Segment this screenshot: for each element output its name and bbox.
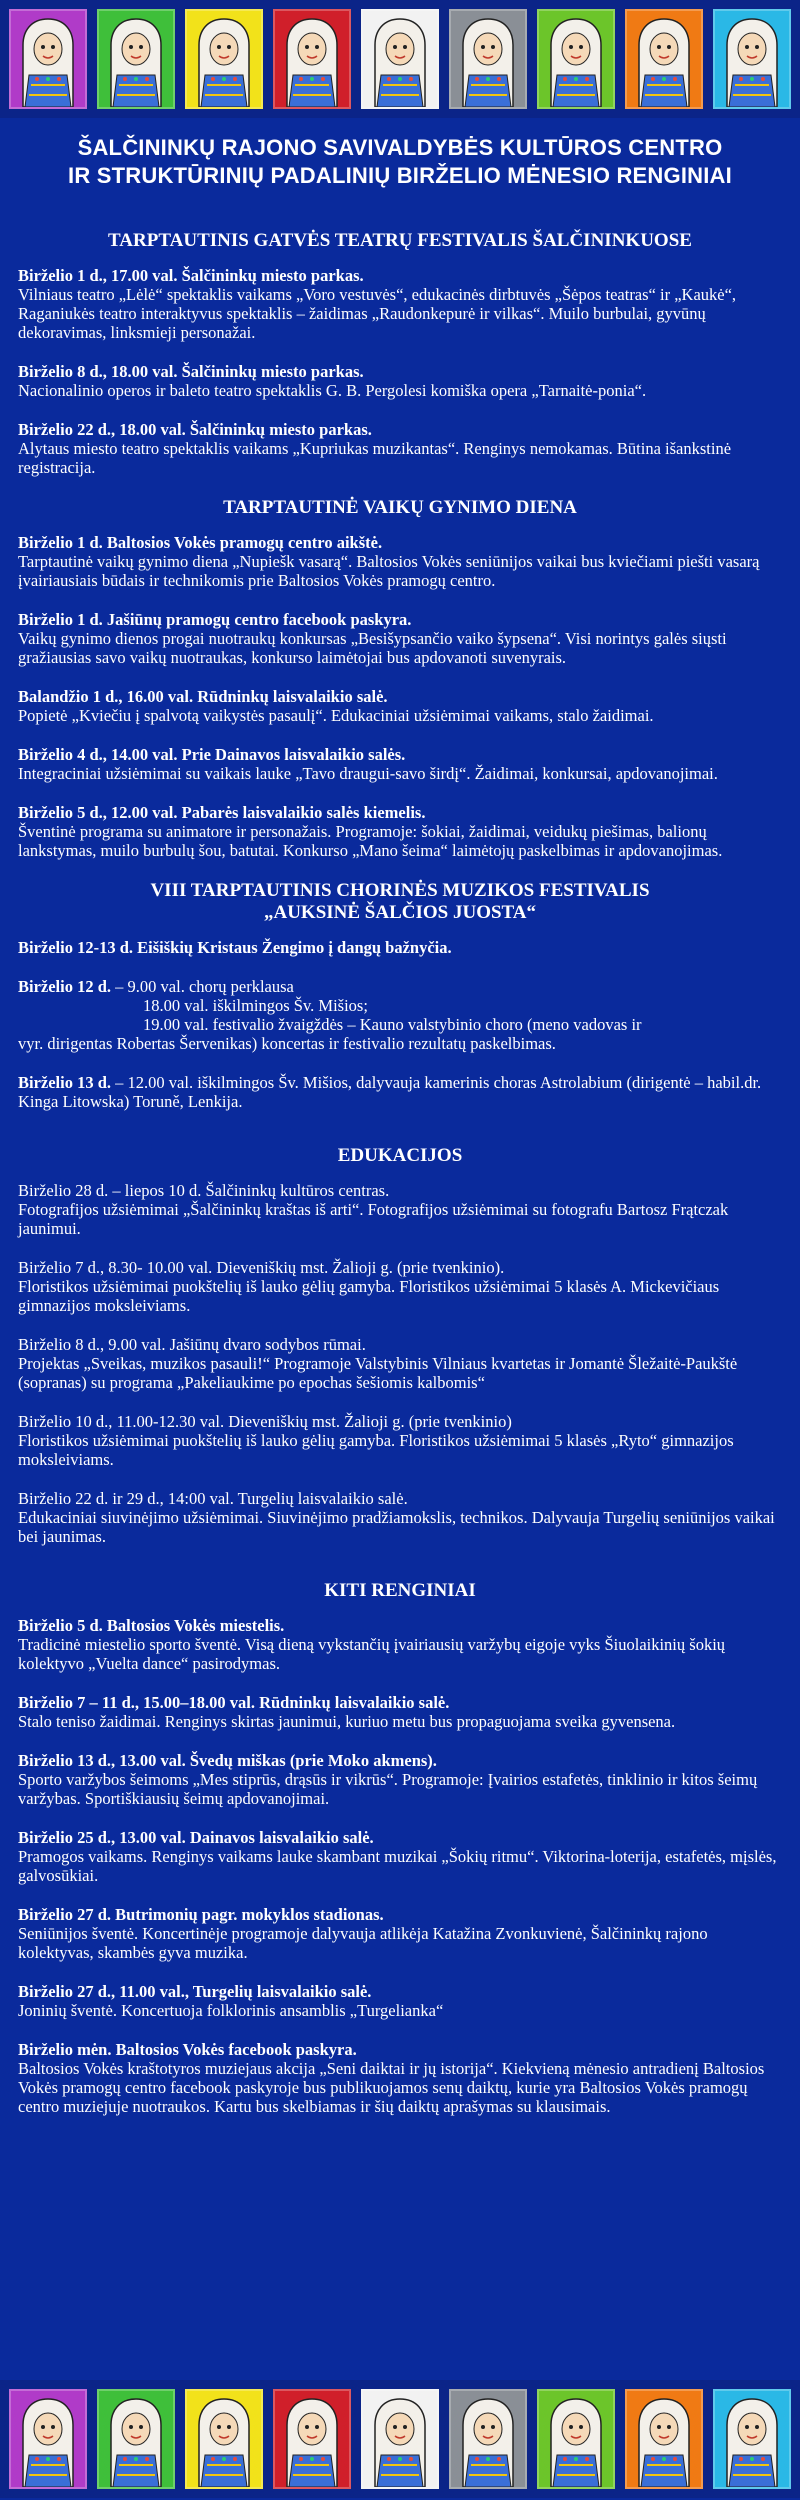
event-item [18,1181,782,1238]
event-schedule-line: 18.00 val. iškilmingos Šv. Mišios; [143,996,368,1015]
wooden-doll-icon [717,2395,787,2487]
wooden-doll-icon [541,2395,611,2487]
banner-tile [449,9,527,109]
wooden-doll-icon [189,2395,259,2487]
event-description: Šventinė programa su animatore ir personažais. Programoje: šokiai, žaidimai, veidukų piešimas, balionų lankstymas, muilo burbulų šou, batutai. Konkurso „Mano šeima“ laimėtojų paskelbimas ir apdovanojimas. [18,822,723,860]
event-description: Floristikos užsiėmimai puokštelių iš lauko gėlių gamyba. Floristikos užsiėmimai 5 klasės A. Mickevičiaus gimnazijos moksleiviams. [18,1277,720,1315]
event-heading: Birželio 1 d. Baltosios Vokės pramogų centro aikštė. [18,533,383,552]
banner-tile [185,9,263,109]
event-item [18,533,782,590]
event-item [18,1751,782,1808]
wooden-doll-icon [277,15,347,107]
banner-tile [97,2389,175,2489]
event-heading: Birželio 12-13 d. Eišiškių Kristaus Žengimo į dangų bažnyčia. [18,938,452,957]
wooden-doll-icon [629,2395,699,2487]
wooden-doll-icon [189,15,259,107]
section-education [0,1145,800,1546]
event-item [18,1616,782,1673]
section-title-line-2: „AUKSINĖ ŠALČIOS JUOSTA“ [263,902,537,923]
banner-tile [713,9,791,109]
event-item [18,1828,782,1885]
event-description: Baltosios Vokės kraštotyros muziejaus akcija „Seni daiktai ir jų istorija“. Kiekvieną mėnesio antradienį Baltosios Vokės pramogų centro facebook paskyroje bus publikuojamos senų daiktų, kurie yra Baltosios Vokės pramogų centro muziejuje nuotraukos. Kartu bus skelbiamas ir šių daiktų aprašymas su klausimais. [18,2059,765,2116]
event-description: Vilniaus teatro „Lėlė“ spektaklis vaikams „Voro vestuvės“, edukacinės dirbtuvės „Šėpos teatras“ ir „Kaukė“, Raganiukės teatro interaktyvus spektaklis – žaidimas „Raudonkepurė ir vilkas“. Muilo burbulai, gyvūnų dekoravimas, linksmieji personažai. [18,285,737,342]
event-schedule-line: 19.00 val. festivalio žvaigždės – Kauno valstybinio choro (meno vadovas ir [143,1015,642,1034]
event-item [18,1905,782,1962]
wooden-doll-icon [13,15,83,107]
wooden-doll-icon [13,2395,83,2487]
banner-tile [273,9,351,109]
event-description: Popietė „Kviečiu į spalvotą vaikystės pasaulį“. Edukaciniai užsiėmimai vaikams, stalo žaidimai. [18,706,654,725]
banner-tile [713,2389,791,2489]
event-item [18,420,782,477]
event-heading: Birželio 8 d., 9.00 val. Jašiūnų dvaro sodybos rūmai. [18,1335,366,1354]
event-description: Seniūnijos šventė. Koncertinėje programoje dalyvauja atlikėja Katažina Zvonkuvienė, Šalčininkų rajono kolektyvas, skambės gyva muzika. [18,1924,708,1962]
event-heading: Birželio 22 d., 18.00 val. Šalčininkų miesto parkas. [18,420,372,439]
banner-tile [449,2389,527,2489]
banner-tile [9,9,87,109]
banner-tile [361,9,439,109]
section-children-day [0,497,800,860]
event-description: Joninių šventė. Koncertuoja folklorinis ansamblis „Turgelianka“ [18,2001,444,2020]
event-heading: Birželio 28 d. – liepos 10 d. Šalčininkų kultūros centras. [18,1181,390,1200]
event-description: Floristikos užsiėmimai puokštelių iš lauko gėlių gamyba. Floristikos užsiėmimai 5 klasės „Ryto“ gimnazijos moksleiviams. [18,1431,734,1469]
event-heading: Birželio 10 d., 11.00-12.30 val. Dieveniškių mst. Žalioji g. (prie tvenkinio) [18,1412,512,1431]
event-heading: Birželio 27 d., 11.00 val., Turgelių laisvalaikio salė. [18,1982,372,2001]
wooden-doll-icon [365,15,435,107]
event-heading: Birželio 1 d., 17.00 val. Šalčininkų miesto parkas. [18,266,364,285]
section-choir-festival [0,880,800,1111]
event-heading: Birželio 13 d., 13.00 val. Švedų miškas (prie Moko akmens). [18,1751,437,1770]
banner-tile [625,9,703,109]
banner-tile [273,2389,351,2489]
event-heading: Birželio 1 d. Jašiūnų pramogų centro facebook paskyra. [18,610,412,629]
wooden-doll-icon [101,2395,171,2487]
event-heading: Birželio mėn. Baltosios Vokės facebook paskyra. [18,2040,357,2059]
event-item [18,1489,782,1546]
event-heading: Birželio 27 d. Butrimonių pagr. mokyklos stadionas. [18,1905,384,1924]
event-item [18,1335,782,1392]
section-other-events [0,1580,800,2116]
section-title: TARPTAUTINĖ VAIKŲ GYNIMO DIENA [223,497,577,518]
event-item [18,1693,782,1731]
bottom-banner [0,2380,800,2498]
wooden-doll-icon [277,2395,347,2487]
page-title [20,134,780,190]
event-description: Fotografijos užsiėmimai „Šalčininkų kraštas iš arti“. Fotografijos užsiėmimai su fotografu Bartosz Frątczak jaunimui. [18,1200,729,1238]
event-heading: Birželio 7 d., 8.30- 10.00 val. Dieveniškių mst. Žalioji g. (prie tvenkinio). [18,1258,505,1277]
event-schedule-line: vyr. dirigentas Robertas Šervenikas) koncertas ir festivalio rezultatų paskelbimas. [18,1034,556,1053]
event-item [18,938,782,957]
event-heading: Birželio 13 d. [18,1073,112,1092]
event-heading: Birželio 7 – 11 d., 15.00–18.00 val. Rūdninkų laisvalaikio salė. [18,1693,450,1712]
banner-tile [97,9,175,109]
event-description: Nacionalinio operos ir baleto teatro spektaklis G. B. Pergolesi komiška opera „Tarnaitė-ponia“. [18,381,647,400]
event-item [18,1412,782,1469]
wooden-doll-icon [541,15,611,107]
event-heading: Birželio 5 d., 12.00 val. Pabarės laisvalaikio salės kiemelis. [18,803,426,822]
wooden-doll-icon [365,2395,435,2487]
event-item [18,1073,782,1111]
section-title: KITI RENGINIAI [324,1580,476,1601]
wooden-doll-icon [717,15,787,107]
banner-tile [537,9,615,109]
event-item [18,610,782,667]
event-description: Stalo teniso žaidimai. Renginys skirtas jaunimui, kuriuo metu bus propaguojama sveika gyvensena. [18,1712,676,1731]
section-title: TARPTAUTINIS GATVĖS TEATRŲ FESTIVALIS ŠALČININKUOSE [108,230,692,251]
event-description: Tradicinė miestelio sporto šventė. Visą dieną vykstančių įvairiausių varžybų eigoje vyks Šiuolaikinių šokių kolektyvo „Vuelta dance“ pasirodymas. [18,1635,726,1673]
event-description: Projektas „Sveikas, muzikos pasauli!“ Programoje Valstybinis Vilniaus kvartetas ir Jomantė Šležaitė-Paukštė (sopranas) su programa „Pakeliaukime po epochas šešiomis kalbomis“ [18,1354,738,1392]
event-item [18,745,782,783]
event-description: Vaikų gynimo dienos progai nuotraukų konkursas „Besišypsančio vaiko šypsena“. Visi norintys galės siųsti gražiausias savo vaikų nuotraukas, konkurso laimėtojai bus apdovanoti suvenyrais. [18,629,727,667]
banner-tile [185,2389,263,2489]
event-description: Sporto varžybos šeimoms „Mes stiprūs, drąsūs ir vikrūs“. Programoje: Įvairios estafetės, tinklinio ir kitos šeimų varžybas. Sportiškiausių šeimų apdovanojimai. [18,1770,758,1808]
event-item [18,1258,782,1315]
section-title-line-1: VIII TARPTAUTINIS CHORINĖS MUZIKOS FESTIVALIS [150,880,650,901]
section-street-theatre [0,230,800,477]
wooden-doll-icon [629,15,699,107]
event-item [18,2040,782,2116]
event-heading: Balandžio 1 d., 16.00 val. Rūdninkų laisvalaikio salė. [18,687,388,706]
page-title-line-1: ŠALČININKŲ RAJONO SAVIVALDYBĖS KULTŪROS CENTRO [77,135,723,160]
banner-tile [9,2389,87,2489]
banner-tile [625,2389,703,2489]
banner-tile [537,2389,615,2489]
event-heading: Birželio 4 d., 14.00 val. Prie Dainavos laisvalaikio salės. [18,745,406,764]
event-item [18,977,782,1053]
event-heading: Birželio 25 d., 13.00 val. Dainavos laisvalaikio salė. [18,1828,374,1847]
event-description: Alytaus miesto teatro spektaklis vaikams „Kupriukas muzikantas“. Renginys nemokamas. Būtina išankstinė registracija. [18,439,732,477]
section-title: EDUKACIJOS [337,1145,463,1166]
wooden-doll-icon [453,15,523,107]
wooden-doll-icon [453,2395,523,2487]
section-title [18,880,782,924]
page-title-line-2: IR STRUKTŪRINIŲ PADALINIŲ BIRŽELIO MĖNESIO RENGINIAI [68,163,732,188]
event-description: – 12.00 val. iškilmingos Šv. Mišios, dalyvauja kamerinis choras Astrolabium (dirigentė – habil.dr. Kinga Litowska) Toruně, Lenkija. [18,1073,762,1111]
event-description: Integraciniai užsiėmimai su vaikais lauke „Tavo draugui-savo širdį“. Žaidimai, konkursai, apdovanojimai. [18,764,718,783]
event-item [18,803,782,860]
event-description: Edukaciniai siuvinėjimo užsiėmimai. Siuvinėjimo pradžiamokslis, technikos. Dalyvauja Turgelių seniūnijos vaikai bei jaunimas. [18,1508,775,1546]
event-description: Tarptautinė vaikų gynimo diena „Nupiešk vasarą“. Baltosios Vokės seniūnijos vaikai bus kviečiami piešti vasarą įvairiausiais būdais ir technikomis prie Baltosios Vokės pramogų centro. [18,552,760,590]
event-schedule-line: – 9.00 val. chorų perklausa [111,977,294,996]
event-item [18,362,782,400]
event-description: Pramogos vaikams. Renginys vaikams lauke skambant muzikai „Šokių ritmu“. Viktorina-loterija, estafetės, mįslės, galvosūkiai. [18,1847,777,1885]
event-heading: Birželio 8 d., 18.00 val. Šalčininkų miesto parkas. [18,362,364,381]
event-item [18,687,782,725]
top-banner [0,0,800,118]
event-item [18,266,782,342]
banner-tile [361,2389,439,2489]
event-heading: Birželio 12 d. [18,977,112,996]
event-heading: Birželio 22 d. ir 29 d., 14:00 val. Turgelių laisvalaikio salė. [18,1489,408,1508]
wooden-doll-icon [101,15,171,107]
event-heading: Birželio 5 d. Baltosios Vokės miestelis. [18,1616,285,1635]
event-item [18,1982,782,2020]
